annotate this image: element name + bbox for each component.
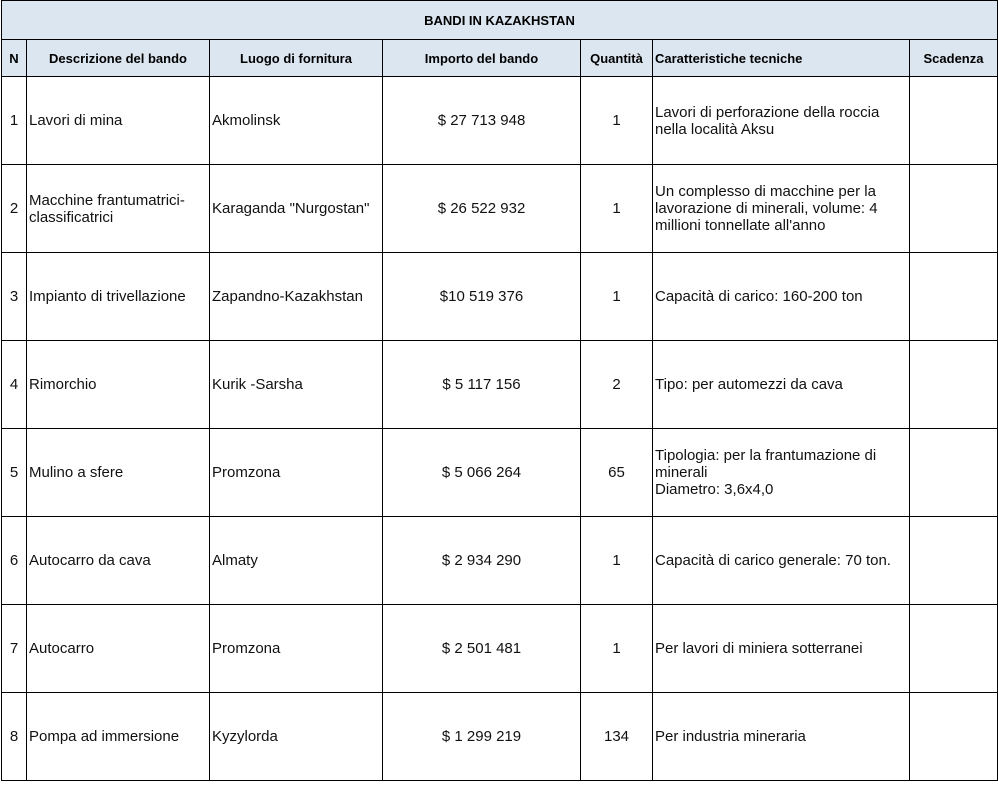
table-row: [2, 605, 998, 693]
cell-line: Macchine frantumatrici-: [29, 191, 185, 209]
cell-n: 7: [2, 605, 27, 693]
cell-importo: $ 26 522 932: [383, 165, 581, 253]
cell-line: Un complesso di macchine per la: [655, 183, 876, 200]
cell-quantita: 134: [581, 693, 653, 781]
tenders-table: [1, 0, 998, 781]
cell-descrizione: Impianto di trivellazione: [27, 253, 210, 341]
cell-scadenza: [910, 253, 998, 341]
cell-line: Per industria mineraria: [655, 728, 806, 745]
cell-importo: $ 2 501 481: [383, 605, 581, 693]
cell-caratteristiche: [653, 429, 910, 517]
table-row: [2, 517, 998, 605]
cell-n: 5: [2, 429, 27, 517]
cell-scadenza: [910, 693, 998, 781]
table-row: [2, 341, 998, 429]
cell-descrizione: [27, 165, 210, 253]
cell-line: classificatrici: [29, 208, 114, 226]
cell-n: 2: [2, 165, 27, 253]
cell-n: 6: [2, 517, 27, 605]
cell-importo: $ 2 934 290: [383, 517, 581, 605]
cell-descrizione: Autocarro da cava: [27, 517, 210, 605]
cell-luogo: Kurik -Sarsha: [210, 341, 383, 429]
header-n: N: [2, 40, 27, 77]
table-title: BANDI IN KAZAKHSTAN: [2, 1, 998, 40]
cell-quantita: 1: [581, 165, 653, 253]
cell-luogo: Akmolinsk: [210, 77, 383, 165]
cell-caratteristiche: [653, 605, 910, 693]
cell-descrizione: Autocarro: [27, 605, 210, 693]
cell-line: lavorazione di minerali, volume: 4: [655, 200, 878, 217]
cell-quantita: 1: [581, 253, 653, 341]
cell-n: 1: [2, 77, 27, 165]
cell-line: Per lavori di miniera sotterranei: [655, 640, 863, 657]
cell-caratteristiche: [653, 341, 910, 429]
cell-luogo: Zapandno-Kazakhstan: [210, 253, 383, 341]
header-descrizione: Descrizione del bando: [27, 40, 210, 77]
cell-line: Tipo: per automezzi da cava: [655, 376, 843, 393]
header-importo: Importo del bando: [383, 40, 581, 77]
cell-caratteristiche: [653, 77, 910, 165]
cell-descrizione: Mulino a sfere: [27, 429, 210, 517]
header-luogo: Luogo di fornitura: [210, 40, 383, 77]
header-caratteristiche: Caratteristiche tecniche: [653, 40, 910, 77]
cell-importo: $ 27 713 948: [383, 77, 581, 165]
cell-line: millioni tonnellate all'anno: [655, 217, 826, 234]
cell-scadenza: [910, 429, 998, 517]
cell-scadenza: [910, 605, 998, 693]
cell-importo: $ 5 117 156: [383, 341, 581, 429]
cell-luogo: Karaganda "Nurgostan": [210, 165, 383, 253]
header-quantita: Quantità: [581, 40, 653, 77]
table-row: [2, 253, 998, 341]
header-scadenza: Scadenza: [910, 40, 998, 77]
cell-scadenza: [910, 341, 998, 429]
cell-line: minerali: [655, 464, 708, 481]
cell-caratteristiche: [653, 253, 910, 341]
cell-scadenza: [910, 517, 998, 605]
table-row: [2, 429, 998, 517]
cell-n: 4: [2, 341, 27, 429]
table-row: [2, 165, 998, 253]
cell-descrizione: Rimorchio: [27, 341, 210, 429]
cell-importo: $ 1 299 219: [383, 693, 581, 781]
cell-scadenza: [910, 77, 998, 165]
cell-caratteristiche: [653, 517, 910, 605]
cell-caratteristiche: [653, 693, 910, 781]
cell-luogo: Promzona: [210, 605, 383, 693]
cell-quantita: 1: [581, 517, 653, 605]
cell-line: Tipologia: per la frantumazione di: [655, 447, 877, 464]
cell-importo: $ 5 066 264: [383, 429, 581, 517]
cell-quantita: 65: [581, 429, 653, 517]
cell-line: Capacità di carico: 160-200 ton: [655, 288, 863, 305]
cell-line: Lavori di perforazione della roccia: [655, 103, 880, 121]
cell-descrizione: Lavori di mina: [27, 77, 210, 165]
cell-quantita: 2: [581, 341, 653, 429]
cell-line: Diametro: 3,6x4,0: [655, 481, 774, 498]
cell-quantita: 1: [581, 77, 653, 165]
cell-n: 3: [2, 253, 27, 341]
table-body: [2, 77, 998, 781]
cell-descrizione: Pompa ad immersione: [27, 693, 210, 781]
cell-luogo: Promzona: [210, 429, 383, 517]
cell-n: 8: [2, 693, 27, 781]
table-row: [2, 693, 998, 781]
cell-quantita: 1: [581, 605, 653, 693]
cell-caratteristiche: [653, 165, 910, 253]
cell-importo: $10 519 376: [383, 253, 581, 341]
cell-luogo: Kyzylorda: [210, 693, 383, 781]
cell-scadenza: [910, 165, 998, 253]
table-row: [2, 77, 998, 165]
cell-luogo: Almaty: [210, 517, 383, 605]
cell-line: Capacità di carico generale: 70 ton.: [655, 552, 891, 569]
cell-line: nella località Aksu: [655, 120, 775, 138]
